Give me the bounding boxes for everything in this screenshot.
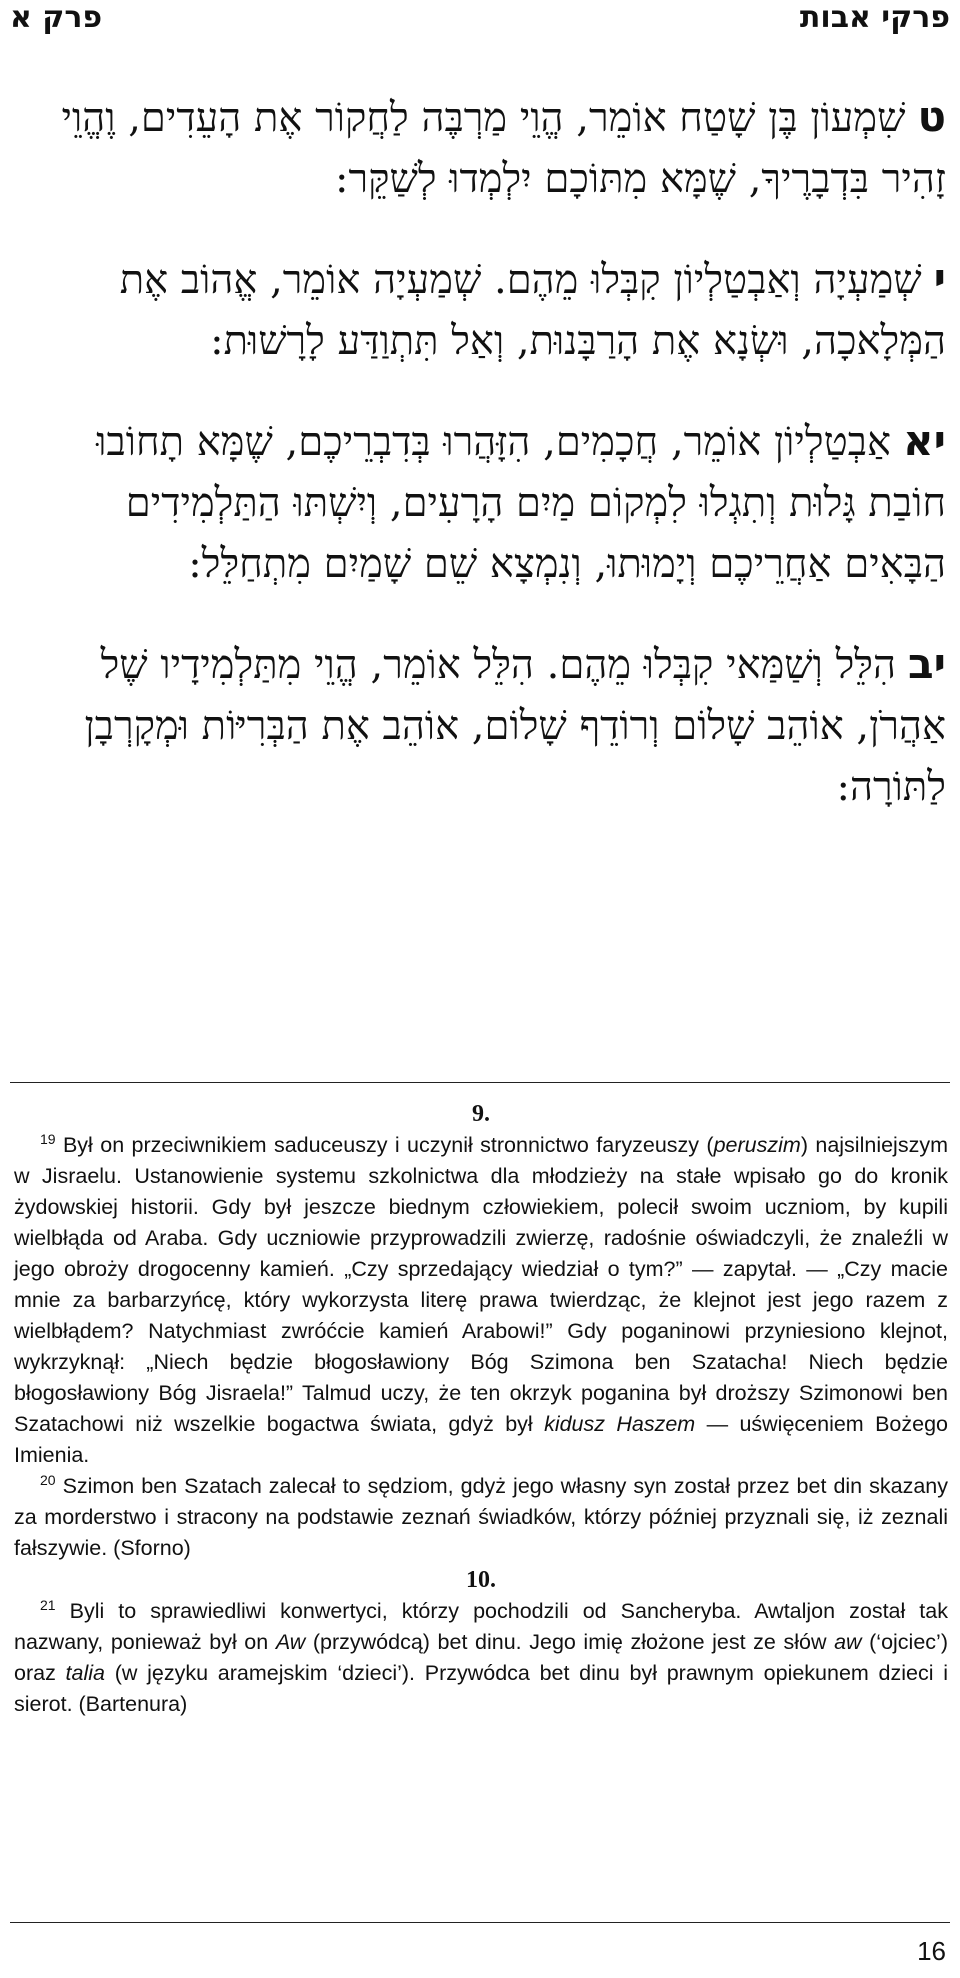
- mishna-text: אַבְטַלְיוֹן אוֹמֵר, חֲכָמִים, הִזָּהֲרוּ בְּדִבְרֵיכֶם, שֶׁמָּא תָחוֹבוּ חוֹבַת גָּלוּת וְתִגְלוּ לִמְקוֹם מַיִם הָרָעִים, וְיִשְׁתּוּ הַתַּלְמִידִים הַבָּאִים אַחֲרֵיכֶם וְיָמוּתוּ, וְנִמְצָא שֵׁם שָׁמַיִם מִתְחַלֵּל:: [96, 419, 946, 587]
- book-title: פרקי אבות: [799, 0, 950, 35]
- footnote-text: Był on przeciwnikiem saduceuszy i uczynił stronnictwo faryzeuszy (: [55, 1133, 714, 1157]
- footnote-21: [14, 1596, 948, 1720]
- footnote-text: Byli to sprawiedliwi konwertyci, którzy pochodzili od Sancheryba. Awtaljon został tak nazwany, ponieważ był on: [14, 1599, 948, 1654]
- section-number-10: 10.: [466, 1567, 496, 1593]
- footnote-italic: peruszim: [713, 1133, 801, 1157]
- mishna-text: הִלֵּל וְשַׁמַּאי קִבְּלוּ מֵהֶם. הִלֵּל אוֹמֵר, הֱוֵי מִתַּלְמִידָיו שֶׁל אַהֲרֹן, אוֹהֵב שָׁלוֹם וְרוֹדֵף שָׁלוֹם, אוֹהֵב אֶת הַבְּרִיּוֹת וּמְקָרְבָן לַתּוֹרָה:: [84, 642, 946, 810]
- footnote-italic: Aw: [275, 1630, 306, 1654]
- divider-bottom: [10, 1922, 950, 1923]
- footnote-italic: kidusz Haszem: [544, 1412, 696, 1436]
- footnote-19: [14, 1130, 948, 1471]
- footnote-text: (‘ojciec’) oraz: [14, 1630, 948, 1685]
- section-number-9: 9.: [472, 1101, 490, 1127]
- mishna-number: ט: [917, 92, 946, 141]
- mishna-number: יא: [903, 416, 946, 465]
- footnote-text: ) najsilniejszym w Jisraelu. Ustanowienie systemu szkolnictwa dla młodzieży na stałe wpisało go do kronik żydowskiej historii. Gdy był jeszcze biednym człowiekiem, polecił swoim uczniom, by kupili wielbłąda od Araba. Gdy uczniowie przyprowadzili zwierzę, radośnie oświadczyli, że znaleźli w jego obroży drogocenny kamień. „Czy sprzedający wiedział o tym?” — zapytał. — „Czy macie mnie za barbarzyńcę, który wykorzysta literę prawa twierdząc, że klejnot jest jego razem z wielbłądem? Natychmiast zwróćcie kamień Arabowi!” Gdy poganinowi przyniesiono klejnot, wykrzyknął: „Niech będzie błogosławiony Bóg Szimona ben Szatacha! Niech będzie błogosławiony Bóg Jisraela!” Talmud uczy, że ten okrzyk poganina był droższy Szimonowi ben Szatachowi niż wszelkie bogactwa świata, gdyż był: [14, 1133, 948, 1436]
- mishna-number: יב: [908, 639, 946, 688]
- footnote-text: Szimon ben Szatach zalecał to sędziom, gdyż jego własny syn został przez bet din skazany za morderstwo i stracony na podstawie zeznań świadków, którzy później przyznali się, iż zeznali fałszywie. (Sforno): [14, 1474, 948, 1560]
- mishna-12: [14, 633, 946, 818]
- mishna-text: שִׁמְעוֹן בֶּן שָׁטַח אוֹמֵר, הֱוֵי מַרְבֶּה לַחֲקוֹר אֶת הָעֵדִים, וֶהֱוֵי זָהִיר בִּדְבָרֶיךָ, שֶׁמָּא מִתּוֹכָם יִלְמְדוּ לְשַׁקֵּר:: [61, 95, 946, 202]
- mishna-text: שְׁמַעְיָה וְאַבְטַלְיוֹן קִבְּלוּ מֵהֶם. שְׁמַעְיָה אוֹמֵר, אֱהוֹב אֶת הַמְּלָאכָה, וּשְׂנָא אֶת הָרַבָּנוּת, וְאַל תִּתְוַדַּע לָרָשׁוּת:: [119, 257, 946, 364]
- chapter-label: פרק א: [10, 0, 103, 35]
- footnote-text: (przywódcą) bet dinu. Jego imię złożone jest ze słów: [305, 1630, 835, 1654]
- mishna-11: [14, 410, 946, 595]
- footnote-italic: aw: [834, 1630, 862, 1654]
- mishna-number: י: [933, 254, 946, 303]
- mishna-9: [14, 86, 946, 210]
- footnote-marker: 20: [40, 1471, 56, 1488]
- footnote-20: [14, 1471, 948, 1564]
- mishna-10: [14, 248, 946, 372]
- footnote-marker: 19: [40, 1130, 56, 1147]
- footnote-marker: 21: [40, 1596, 56, 1613]
- hebrew-text: [14, 86, 946, 856]
- footnotes: [14, 1098, 948, 1720]
- footnote-text: — uświęceniem Bożego Imienia.: [14, 1412, 948, 1467]
- footnote-italic: talia: [65, 1661, 105, 1685]
- page-number: 16: [917, 1936, 946, 1966]
- divider-top: [10, 1082, 950, 1083]
- running-header: [0, 0, 960, 50]
- footnote-text: (w języku aramejskim ‘dzieci’). Przywódca bet dinu był prawnym opiekunem dzieci i sierot. (Bartenura): [14, 1661, 948, 1716]
